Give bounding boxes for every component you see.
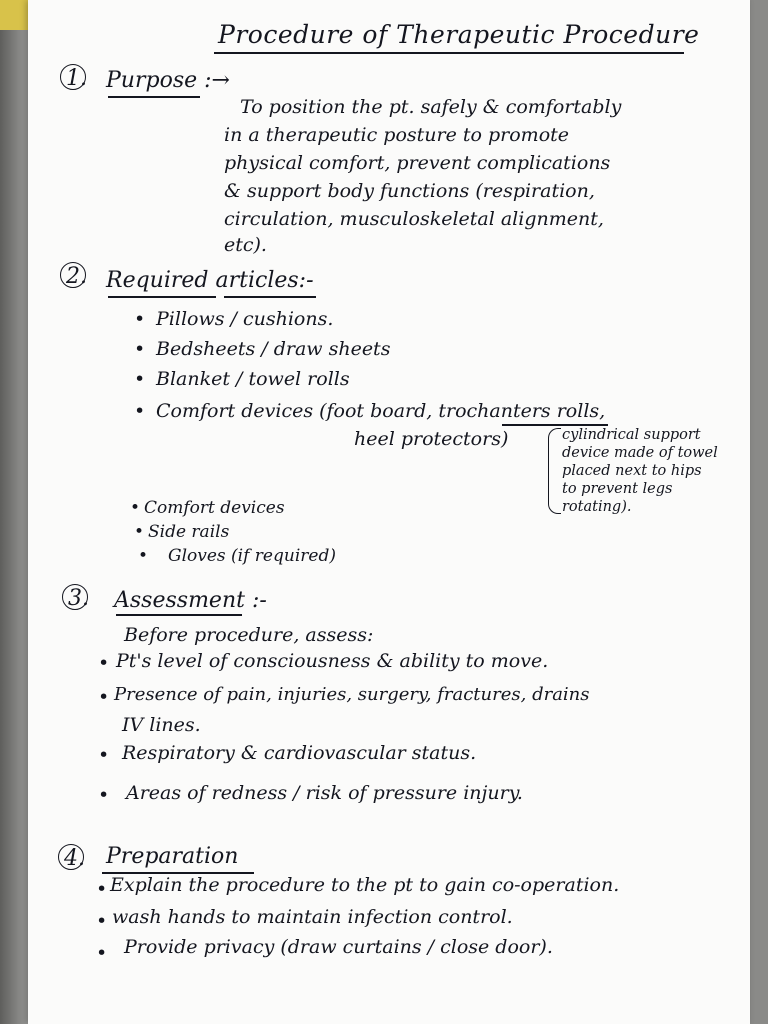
bullet: • [98,686,110,708]
article-extra: Comfort devices [144,498,285,518]
desk-background-edge [0,30,28,1024]
section-3-heading: Assessment :- [114,588,267,613]
assessment-item: IV lines. [122,714,201,736]
section-3-number: 3. [68,586,89,611]
section-1-heading: Purpose :→ [106,68,230,93]
bullet: • [134,400,146,422]
page-title: Procedure of Therapeutic Procedure [218,20,700,49]
bullet: • [98,652,110,674]
section-1-number: 1. [66,66,87,91]
purpose-line: physical comfort, prevent complications [224,152,611,174]
article-item: Bedsheets / draw sheets [156,338,391,360]
purpose-line: in a therapeutic posture to promote [224,124,570,146]
article-item: Blanket / towel rolls [156,368,350,390]
assessment-item: Respiratory & cardiovascular status. [122,742,477,764]
bullet: • [134,368,146,390]
trochanter-rolls-underline [502,424,608,426]
article-item: Pillows / cushions. [156,308,334,330]
bullet: • [134,308,146,330]
bullet: • [134,522,145,542]
bullet: • [96,942,108,964]
section-4-heading: Preparation [106,844,239,869]
bullet: • [98,744,110,766]
section-4-number: 4. [64,846,85,871]
assessment-item: Areas of redness / risk of pressure injury. [126,782,523,804]
assessment-item: Presence of pain, injuries, surgery, fractures, drains [114,684,590,705]
note-line: device made of towel [562,445,718,461]
article-item: Comfort devices (foot board, trochanters rolls, [156,400,606,422]
assessment-intro: Before procedure, assess: [124,624,374,646]
section-2-underline [108,296,216,298]
section-3-underline [116,614,242,616]
note-line: to prevent legs [562,481,673,497]
bullet: • [134,338,146,360]
bullet: • [130,498,141,518]
section-2-number: 2. [66,264,87,289]
purpose-line: etc). [224,234,267,256]
section-1-underline [108,96,200,98]
section-2-underline [224,296,316,298]
article-item: heel protectors) [354,428,509,450]
purpose-line: To position the pt. safely & comfortably [240,96,622,118]
bullet: • [138,546,149,566]
note-line: cylindrical support [562,427,701,443]
purpose-line: & support body functions (respiration, [224,180,595,202]
preparation-item: Explain the procedure to the pt to gain co-operation. [110,874,620,896]
purpose-line: circulation, musculoskeletal alignment, [224,208,604,230]
bullet: • [96,878,108,900]
notebook-page [28,0,750,1024]
preparation-item: Provide privacy (draw curtains / close door). [124,936,553,958]
note-bracket [548,428,561,514]
bullet: • [96,910,108,932]
section-2-heading: Required articles:- [106,268,314,293]
assessment-item: Pt's level of consciousness & ability to move. [116,650,549,672]
note-line: placed next to hips [562,463,702,479]
bullet: • [98,784,110,806]
article-extra: Side rails [148,522,230,542]
title-underline [214,52,684,54]
article-extra: Gloves (if required) [168,546,336,566]
note-line: rotating). [562,499,632,515]
preparation-item: wash hands to maintain infection control. [112,906,513,928]
